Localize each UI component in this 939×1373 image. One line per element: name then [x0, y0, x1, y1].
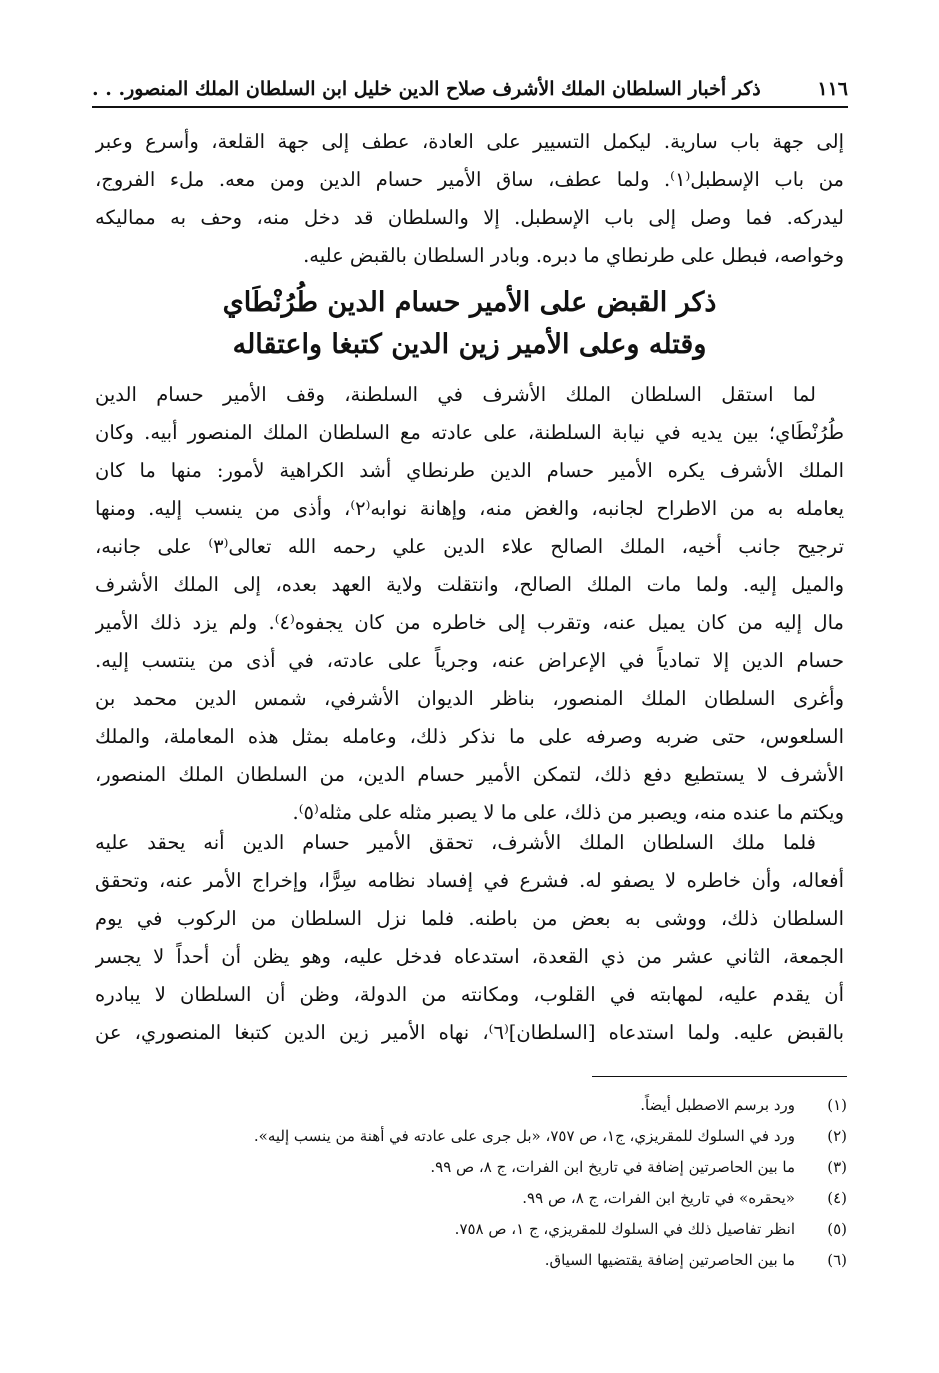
paragraph: [95, 376, 844, 832]
footnote-number: (٥): [827, 1220, 847, 1238]
running-header: [92, 72, 848, 106]
text-line: طُرُنْطَاي؛ بين يديه في نيابة السلطنة، على عادته مع السلطان الملك المنصور أبيه. وكان: [95, 421, 844, 444]
footnote-separator: [592, 1076, 847, 1077]
text-line: السلطان ذلك، ووشى به بعض من باطنه. فلما نزل السلطان من الركوب في يوم: [95, 907, 844, 930]
text-line: أفعاله، وأن خاطره لا يصفو له. فشرع في إفساد نظامه سِرًّا، وإخراج الأمر عنه، وتحقق: [95, 869, 844, 892]
footnote-text: ورد برسم الاصطبل أيضاً.: [640, 1096, 795, 1114]
text-line: ترجيح جانب أخيه، الملك الصالح علاء الدين علي رحمه الله تعالى⁽٣⁾ على جانبه،: [95, 535, 844, 558]
running-title: ذكر أخبار السلطان الملك الأشرف صلاح الدين خليل ابن السلطان الملك المنصور. . .: [92, 78, 761, 100]
footnote-number: (٢): [827, 1127, 847, 1145]
text-line: مال إليه من كان يميل عنه، وتقرب إلى خاطره من كان يجفوه⁽٤⁾. ولم يزد ذلك الأمير: [95, 611, 844, 634]
footnote-number: (٦): [827, 1251, 847, 1269]
footnote: [92, 1090, 847, 1121]
text-line: حسام الدين إلا تمادياً في الإعراض عنه، وجرياً على عادته، في أذى من ينتسب إليه.: [95, 649, 844, 672]
text-line: وخواصه، فبطل على طرنطاي ما دبره. وبادر السلطان بالقبض عليه.: [303, 244, 844, 267]
section-heading: [95, 282, 844, 366]
section-heading-line-2: وقتله وعلى الأمير زين الدين كتبغا واعتقاله: [232, 329, 707, 360]
paragraph-continued: [95, 123, 844, 275]
text-line: الأشرف لا يستطيع دفع ذلك، لتمكن الأمير حسام الدين، من السلطان الملك المنصور،: [95, 763, 844, 786]
text-line: يعامله به من الاطراح لجانبه، والغض منه، وإهانة نوابه⁽٢⁾، وأذى من ينسب إليه. ومنها: [95, 497, 844, 520]
footnote: [92, 1245, 847, 1276]
paragraph: [95, 824, 844, 1052]
footnotes: [92, 1090, 847, 1276]
text-line: الجمعة، الثاني عشر من ذي القعدة، استدعاه فدخل عليه، وهو يظن أن أحداً لا يجسر: [95, 945, 844, 968]
page-number: ١١٦: [817, 78, 848, 100]
text-line: إلى جهة باب سارية. ليكمل التسيير على العادة، عطف إلى جهة القلعة، وأسرع وعبر: [95, 130, 844, 153]
footnote: [92, 1152, 847, 1183]
footnote-text: ما بين الحاصرتين إضافة يقتضيها السياق.: [544, 1251, 795, 1269]
text-line: والميل إليه. ولما مات الملك الصالح، وانتقلت ولاية العهد بعده، إلى الملك الأشرف: [95, 573, 844, 596]
text-line: أن يقدم عليه، لمهابته في القلوب، ومكانته من الدولة، وظن أن السلطان لا يبادره: [95, 983, 844, 1006]
text-line: ويكتم ما عنده منه، ويصبر من ذلك، على ما لا يصبر مثله على مثله⁽٥⁾.: [292, 801, 844, 824]
footnote-text: «يحقره» في تاريخ ابن الفرات، ج ٨، ص ٩٩.: [522, 1189, 795, 1207]
footnote-text: ورد في السلوك للمقريزي، ج١، ص ٧٥٧، «بل جرى على عادته في أهنة من ينسب إليه».: [253, 1127, 795, 1145]
section-heading-line-1: ذكر القبض على الأمير حسام الدين طُرُنْطَاي: [222, 287, 717, 318]
footnote-number: (٤): [827, 1189, 847, 1207]
footnote-text: انظر تفاصيل ذلك في السلوك للمقريزي، ج ١، ص ٧٥٨.: [454, 1220, 795, 1238]
header-rule: [92, 106, 848, 108]
footnote-text: ما بين الحاصرتين إضافة في تاريخ ابن الفرات، ج ٨، ص ٩٩.: [430, 1158, 795, 1176]
text-line: لما استقل السلطان الملك الأشرف في السلطنة، وقف الأمير حسام الدين: [95, 383, 816, 406]
footnote-number: (١): [827, 1096, 847, 1114]
text-line: وأغرى السلطان الملك المنصور، بناظر الديوان الأشرفي، شمس الدين محمد بن: [95, 687, 844, 710]
text-line: الملك الأشرف يكره الأمير حسام الدين طرنطاي أشد الكراهية لأمور: منها ما كان: [95, 459, 844, 482]
footnote-number: (٣): [827, 1158, 847, 1176]
footnote: [92, 1121, 847, 1152]
text-line: ليدركه. فما وصل إلى باب الإسطبل. إلا والسلطان قد دخل منه، وحف به مماليكه: [95, 206, 844, 229]
text-line: السلعوس، حتى ضربه وصرفه على ما نذكر ذلك، وعامله بمثل هذه المعاملة، والملك: [95, 725, 844, 748]
footnote: [92, 1214, 847, 1245]
text-line: بالقبض عليه. ولما استدعاه [السلطان]⁽٦⁾، نهاه الأمير زين الدين كتبغا المنصوري، عن: [95, 1021, 844, 1044]
footnote: [92, 1183, 847, 1214]
text-line: من باب الإسطبل⁽١⁾. ولما عطف، ساق الأمير حسام الدين ومن معه. ملء الفروج،: [95, 168, 844, 191]
text-line: فلما ملك السلطان الملك الأشرف، تحقق الأمير حسام الدين أنه يحقد عليه: [95, 831, 816, 854]
